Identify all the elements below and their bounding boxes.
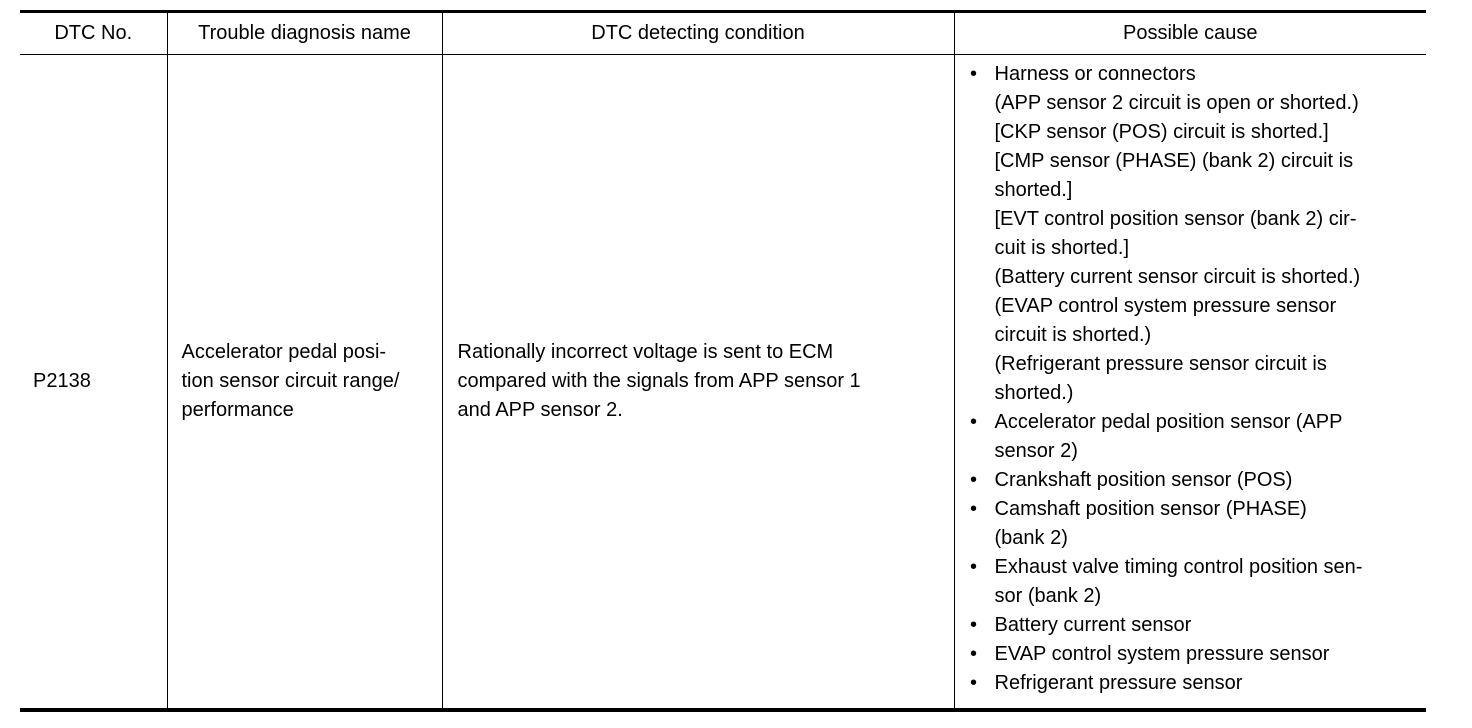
bullet-icon: • <box>969 614 977 636</box>
bullet-icon: • <box>969 498 977 520</box>
diagnosis-name-line: tion sensor circuit range/ <box>181 370 400 392</box>
cause-line: Accelerator pedal position sensor (APP <box>994 411 1343 433</box>
cause-line: [EVT control position sensor (bank 2) cir- <box>994 208 1357 230</box>
cause-line: Battery current sensor <box>994 614 1192 636</box>
cause-line: Crankshaft position sensor (POS) <box>994 469 1293 491</box>
bullet-icon: • <box>969 643 977 665</box>
detecting-condition-cell <box>442 55 954 711</box>
possible-cause-list <box>968 60 1423 698</box>
cause-line: cuit is shorted.] <box>994 237 1130 259</box>
cause-line: (bank 2) <box>994 527 1068 549</box>
cause-line: sensor 2) <box>994 440 1078 462</box>
cause-line: Harness or connectors <box>994 63 1196 85</box>
cause-line: [CMP sensor (PHASE) (bank 2) circuit is <box>994 150 1354 172</box>
header-row <box>20 12 1426 55</box>
cause-item <box>968 408 1423 466</box>
bullet-icon: • <box>969 411 977 433</box>
dtc-number-cell <box>20 55 167 711</box>
cause-line: sor (bank 2) <box>994 585 1102 607</box>
cause-line: shorted.) <box>994 382 1074 404</box>
cause-line: Exhaust valve timing control position sen- <box>994 556 1363 578</box>
header-trouble-diagnosis-name: Trouble diagnosis name <box>167 12 442 55</box>
condition-line: Rationally incorrect voltage is sent to ECM <box>457 341 834 363</box>
bullet-icon: • <box>969 672 977 694</box>
cause-line: (Refrigerant pressure sensor circuit is <box>994 353 1327 375</box>
cause-line: shorted.] <box>994 179 1073 201</box>
header-dtc-no: DTC No. <box>20 12 167 55</box>
cause-item <box>968 640 1423 669</box>
cause-item <box>968 60 1423 408</box>
header-dtc-detecting-condition: DTC detecting condition <box>442 12 954 55</box>
cause-line: Refrigerant pressure sensor <box>994 672 1243 694</box>
table-row <box>20 55 1426 711</box>
cause-item <box>968 669 1423 698</box>
cause-item <box>968 611 1423 640</box>
diagnosis-name-line: Accelerator pedal posi- <box>181 341 387 363</box>
bullet-icon: • <box>969 556 977 578</box>
cause-item <box>968 553 1423 611</box>
dtc-table <box>20 10 1426 712</box>
bullet-icon: • <box>969 469 977 491</box>
cause-line: (EVAP control system pressure sensor <box>994 295 1337 317</box>
cause-line: circuit is shorted.) <box>994 324 1152 346</box>
cause-line: [CKP sensor (POS) circuit is shorted.] <box>994 121 1329 143</box>
header-possible-cause: Possible cause <box>954 12 1426 55</box>
trouble-diagnosis-name-cell <box>167 55 442 711</box>
cause-line: EVAP control system pressure sensor <box>994 643 1330 665</box>
possible-cause-cell <box>954 55 1426 711</box>
table-header <box>20 12 1426 55</box>
condition-line: and APP sensor 2. <box>457 399 623 421</box>
cause-line: (Battery current sensor circuit is shorted.) <box>994 266 1361 288</box>
dtc-number: P2138 <box>33 370 91 392</box>
diagnosis-name-line: performance <box>181 399 294 421</box>
bullet-icon: • <box>969 63 977 85</box>
cause-item <box>968 466 1423 495</box>
cause-line: (APP sensor 2 circuit is open or shorted.) <box>994 92 1359 114</box>
cause-item <box>968 495 1423 553</box>
cause-line: Camshaft position sensor (PHASE) <box>994 498 1307 520</box>
condition-line: compared with the signals from APP sensor 1 <box>457 370 861 392</box>
